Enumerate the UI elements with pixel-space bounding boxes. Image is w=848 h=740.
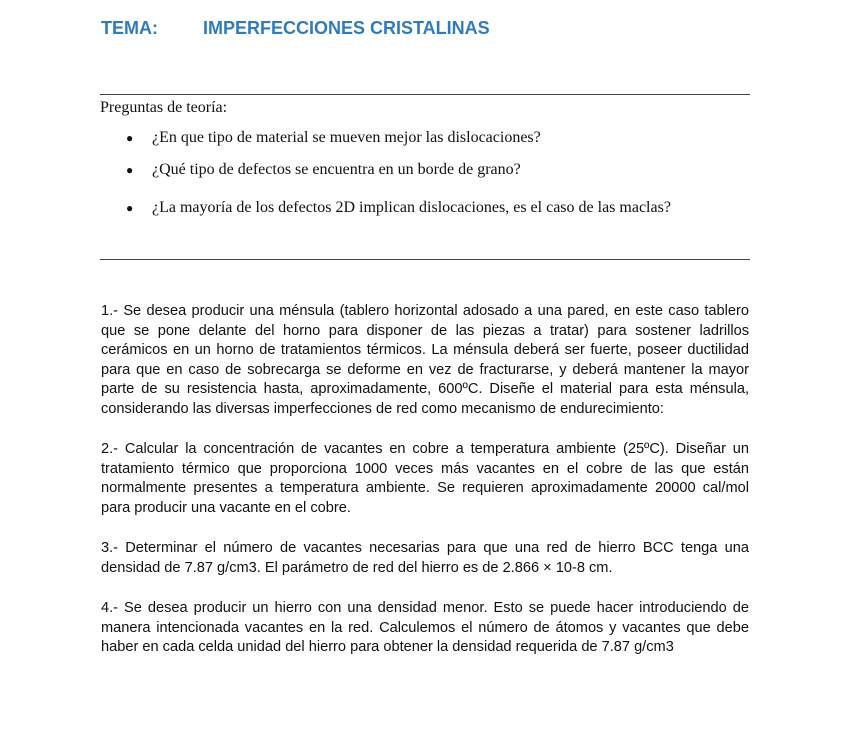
problems-section: [101, 302, 749, 679]
top-divider: [100, 94, 750, 95]
theory-questions-section: [100, 98, 750, 224]
topic-label: TEMA:: [101, 18, 158, 38]
topic-header: [101, 18, 490, 39]
problem-4: 4.- Se desea producir un hierro con una densidad menor. Esto se puede hacer introduciendo de manera intencionada vacantes en la red. Calculemos el número de átomos y vacantes que debe haber en cada celda unidad del hierro para obtener la densidad requerida de 7.87 g/cm3: [101, 600, 749, 655]
theory-question: [100, 192, 750, 224]
bullet-icon: ●: [126, 163, 134, 177]
theory-question-text: ¿En que tipo de material se mueven mejor las dislocaciones?: [152, 129, 541, 146]
theory-question-text: ¿Qué tipo de defectos se encuentra en un borde de grano?: [152, 161, 521, 178]
theory-question: [100, 158, 750, 182]
problem-1: 1.- Se desea producir una ménsula (tablero horizontal adosado a una pared, en este caso tablero que se pone delante del horno para disponer de las piezas a tratar) para sostener ladrillos cerámicos en un horno de tratamientos térmicos. La ménsula deberá ser fuerte, poseer ductilidad para que en caso de sobrecarga se deforme en vez de fracturarse, y deberá mantener la mayor parte de su resistencia hasta, aproximadamente, 600ºC. Diseñe el material para esta ménsula, considerando las diversas imperfecciones de red como mecanismo de endurecimiento:: [101, 303, 749, 417]
bullet-icon: ●: [126, 131, 134, 145]
bottom-divider: [100, 259, 750, 260]
theory-question-text: ¿La mayoría de los defectos 2D implican dislocaciones, es el caso de las maclas?: [152, 199, 671, 216]
theory-question-list: [100, 126, 750, 224]
problem-2: 2.- Calcular la concentración de vacantes en cobre a temperatura ambiente (25ºC). Diseñar un tratamiento térmico que proporciona 1000 veces más vacantes en el cobre de las que están normalmente presentes a temperatura ambiente. Se requieren aproximadamente 20000 cal/mol para producir una vacante en el cobre.: [101, 441, 749, 516]
theory-question: [100, 126, 750, 150]
topic-title: IMPERFECCIONES CRISTALINAS: [203, 18, 490, 38]
problem-3: 3.- Determinar el número de vacantes necesarias para que una red de hierro BCC tenga una densidad de 7.87 g/cm3. El parámetro de red del hierro es de 2.866 × 10-8 cm.: [101, 540, 749, 576]
bullet-icon: ●: [126, 201, 134, 215]
theory-heading: Preguntas de teoría:: [100, 99, 228, 116]
